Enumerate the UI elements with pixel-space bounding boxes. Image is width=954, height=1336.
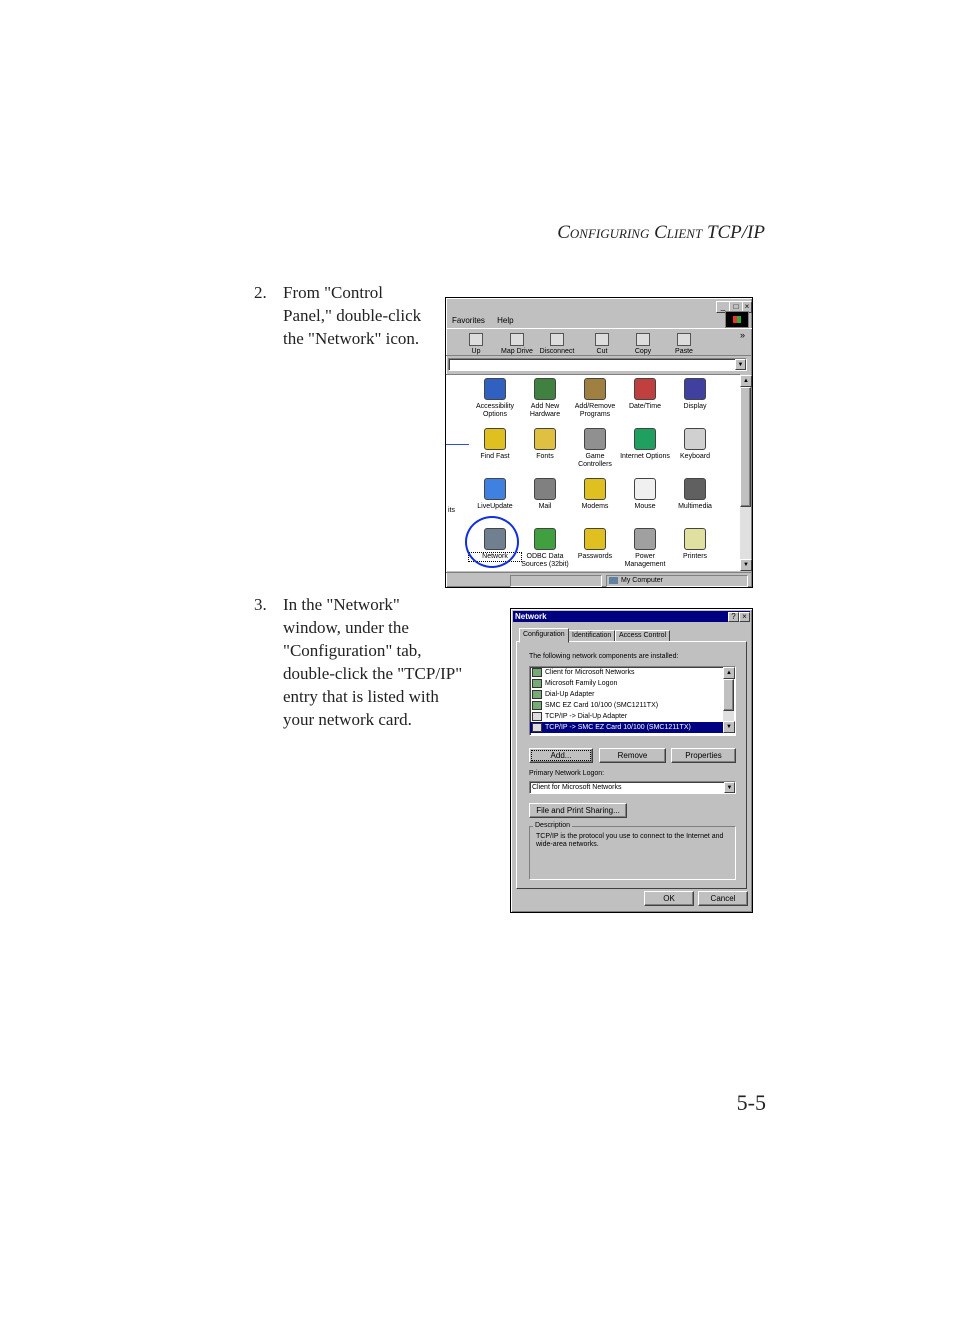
description-text: TCP/IP is the protocol you use to connect to the Internet and wide-area networks. — [536, 833, 724, 848]
properties-button[interactable]: Properties — [671, 748, 736, 763]
protocol-icon — [532, 712, 542, 721]
control-panel-item[interactable] — [519, 478, 571, 511]
control-panel-item-label: Modems — [581, 503, 609, 510]
components-list[interactable] — [529, 666, 736, 736]
accessibility-icon — [484, 378, 506, 400]
add-button[interactable]: Add... — [529, 748, 593, 763]
keyboard-icon — [684, 428, 706, 450]
description-group — [529, 822, 736, 880]
step-3-line: "Configuration" tab, — [283, 641, 422, 660]
toolbar-copy-button[interactable]: Copy — [621, 333, 665, 355]
disconnect-icon — [550, 333, 564, 346]
display-icon — [684, 378, 706, 400]
control-panel-item-label: Printers — [682, 553, 708, 560]
file-print-sharing-button[interactable]: File and Print Sharing... — [529, 803, 627, 818]
ok-button[interactable]: OK — [644, 891, 694, 906]
paste-icon — [677, 333, 691, 346]
list-item[interactable]: SMC EZ Card 10/100 (SMC1211TX) — [530, 700, 735, 711]
programs-icon — [584, 378, 606, 400]
control-panel-window — [445, 297, 753, 588]
cancel-button[interactable]: Cancel — [698, 891, 748, 906]
header-cap1: C — [557, 222, 570, 243]
chevron-down-icon[interactable]: ▼ — [735, 359, 746, 370]
installed-label: The following network components are installed: — [529, 653, 679, 660]
dialog-titlebar — [513, 611, 750, 622]
help-icon[interactable]: ? — [728, 612, 739, 622]
address-combo[interactable] — [448, 358, 747, 371]
menu-favorites[interactable]: Favorites — [452, 316, 485, 325]
mouse-icon — [634, 478, 656, 500]
control-panel-item-label: Add New Hardware — [529, 403, 561, 418]
client-icon — [532, 668, 542, 677]
status-location: My Computer — [606, 575, 748, 587]
scroll-up-icon[interactable]: ▲ — [723, 667, 735, 679]
step-3-line: double-click the "TCP/IP" — [283, 664, 463, 683]
page-number: 5-5 — [736, 1090, 766, 1115]
multimedia-icon — [684, 478, 706, 500]
control-panel-item-label: LiveUpdate — [477, 503, 513, 510]
network-dialog — [510, 608, 753, 913]
protocol-icon — [532, 723, 542, 732]
control-panel-item-label: Internet Options — [620, 453, 670, 460]
side-text: its — [448, 507, 455, 514]
remove-button[interactable]: Remove — [599, 748, 666, 763]
step-3-number: 3. — [254, 595, 267, 614]
control-panel-item-label: ODBC Data Sources (32bit) — [521, 553, 569, 568]
control-panel-item[interactable] — [569, 428, 621, 469]
control-panel-item[interactable] — [519, 378, 571, 419]
control-panel-item[interactable] — [669, 528, 721, 561]
control-panel-item[interactable] — [469, 428, 521, 461]
step-3-line: In the "Network" — [283, 595, 400, 614]
header-rest: TCP/IP — [706, 222, 765, 243]
control-panel-item[interactable] — [519, 528, 571, 569]
step-2-line: the "Network" icon. — [283, 329, 420, 348]
joystick-icon — [584, 428, 606, 450]
dialog-title: Network — [515, 612, 547, 621]
adapter-icon — [532, 701, 542, 710]
client-icon — [532, 679, 542, 688]
step-3-line: entry that is listed with — [283, 687, 439, 706]
configuration-panel — [516, 641, 747, 889]
step-3-line: your network card. — [283, 710, 412, 729]
control-panel-item[interactable] — [469, 378, 521, 419]
adapter-icon — [532, 690, 542, 699]
control-panel-item-label: Mouse — [634, 503, 656, 510]
list-item[interactable]: Dial-Up Adapter — [530, 689, 735, 700]
windows-logo-icon — [725, 311, 749, 328]
tab-configuration[interactable]: Configuration — [519, 628, 569, 643]
icon-view — [446, 374, 740, 571]
binoculars-icon — [484, 428, 506, 450]
keys-icon — [584, 528, 606, 550]
control-panel-item[interactable] — [619, 478, 671, 511]
list-item[interactable]: Microsoft Family Logon — [530, 678, 735, 689]
control-panel-item[interactable] — [469, 478, 521, 511]
highlight-circle — [465, 516, 519, 568]
map-drive-icon — [510, 333, 524, 346]
control-panel-item[interactable] — [619, 378, 671, 411]
status-bar — [446, 572, 752, 587]
control-panel-item-label: Multimedia — [678, 503, 712, 510]
copy-icon — [636, 333, 650, 346]
control-panel-item-label: Network — [469, 553, 521, 561]
liveupdate-icon — [484, 478, 506, 500]
list-item[interactable]: Client for Microsoft Networks — [530, 667, 735, 678]
header-small2: lient — [666, 222, 703, 243]
running-header — [500, 222, 765, 244]
control-panel-item-label: Accessibility Options — [475, 403, 515, 418]
close-icon[interactable]: × — [739, 612, 750, 622]
control-panel-item-label: Keyboard — [680, 453, 710, 460]
scroll-down-icon[interactable]: ▼ — [723, 721, 735, 733]
header-cap2: C — [654, 222, 667, 243]
minimize-icon[interactable]: _ — [716, 301, 730, 313]
scroll-down-icon[interactable]: ▼ — [740, 559, 752, 571]
description-label: Description — [535, 822, 571, 829]
printer-icon — [684, 528, 706, 550]
control-panel-item[interactable] — [519, 428, 571, 461]
mail-icon — [534, 478, 556, 500]
chevron-down-icon[interactable]: ▼ — [724, 782, 735, 793]
step-3-line: window, under the — [283, 618, 409, 637]
list-item[interactable]: TCP/IP -> Dial-Up Adapter — [530, 711, 735, 722]
control-panel-item[interactable] — [669, 378, 721, 411]
link-underline — [446, 444, 469, 445]
control-panel-item-label: Display — [683, 403, 707, 410]
toolbar-chevron[interactable]: » — [740, 330, 746, 340]
tab-identification[interactable]: Identification — [568, 630, 615, 642]
menu-help[interactable]: Help — [497, 316, 514, 325]
scroll-thumb[interactable] — [723, 679, 734, 711]
control-panel-item-label: Passwords — [577, 553, 613, 560]
control-panel-item[interactable] — [569, 378, 621, 419]
status-panel — [510, 575, 602, 587]
list-item-selected[interactable]: TCP/IP -> SMC EZ Card 10/100 (SMC1211TX) — [530, 722, 735, 733]
step-2 — [254, 281, 444, 356]
control-panel-item-label: Power Management — [624, 553, 666, 568]
control-panel-item[interactable] — [669, 478, 721, 511]
tab-access-control[interactable]: Access Control — [615, 630, 670, 642]
toolbar — [446, 328, 752, 356]
control-panel-item-label: Date/Time — [628, 403, 662, 410]
control-panel-item-label: Game Controllers — [578, 453, 612, 468]
list-scrollbar[interactable] — [723, 667, 734, 733]
control-panel-item-label: Find Fast — [480, 453, 510, 460]
toolbar-map-drive-button[interactable]: Map Drive — [495, 333, 539, 355]
control-panel-item-label: Add/Remove Programs — [574, 403, 616, 418]
hardware-icon — [534, 378, 556, 400]
step-2-number: 2. — [254, 283, 267, 302]
control-panel-item[interactable] — [619, 528, 671, 569]
computer-icon — [609, 577, 618, 584]
control-panel-item[interactable] — [619, 428, 671, 461]
toolbar-up-button[interactable]: Up — [454, 333, 498, 355]
control-panel-item-label: Fonts — [536, 453, 554, 460]
logon-label: Primary Network Logon: — [529, 770, 605, 777]
logon-combo[interactable]: Client for Microsoft Networks ▼ — [529, 781, 736, 794]
control-panel-item[interactable] — [669, 428, 721, 461]
power-icon — [634, 528, 656, 550]
menu-bar — [452, 316, 514, 325]
step-2-line: Panel," double-click — [283, 306, 422, 325]
toolbar-cut-button[interactable]: Cut — [580, 333, 624, 355]
vertical-scrollbar[interactable] — [740, 375, 751, 571]
scroll-thumb[interactable] — [740, 387, 751, 507]
clock-icon — [634, 378, 656, 400]
globe-icon — [634, 428, 656, 450]
control-panel-item[interactable] — [569, 478, 621, 511]
toolbar-paste-button[interactable]: Paste — [662, 333, 706, 355]
header-small1: onfiguring — [569, 222, 650, 243]
scissors-icon — [595, 333, 609, 346]
toolbar-disconnect-button[interactable]: Disconnect — [535, 333, 579, 355]
step-3 — [254, 593, 494, 738]
step-2-line: From "Control — [283, 283, 383, 302]
control-panel-item-label: Mail — [538, 503, 552, 510]
odbc-icon — [534, 528, 556, 550]
modem-icon — [584, 478, 606, 500]
up-icon — [469, 333, 483, 346]
scroll-up-icon[interactable]: ▲ — [740, 375, 752, 387]
fonts-icon — [534, 428, 556, 450]
maximize-icon[interactable]: □ — [729, 301, 743, 313]
control-panel-item[interactable] — [569, 528, 621, 561]
close-icon[interactable]: × — [742, 301, 752, 313]
